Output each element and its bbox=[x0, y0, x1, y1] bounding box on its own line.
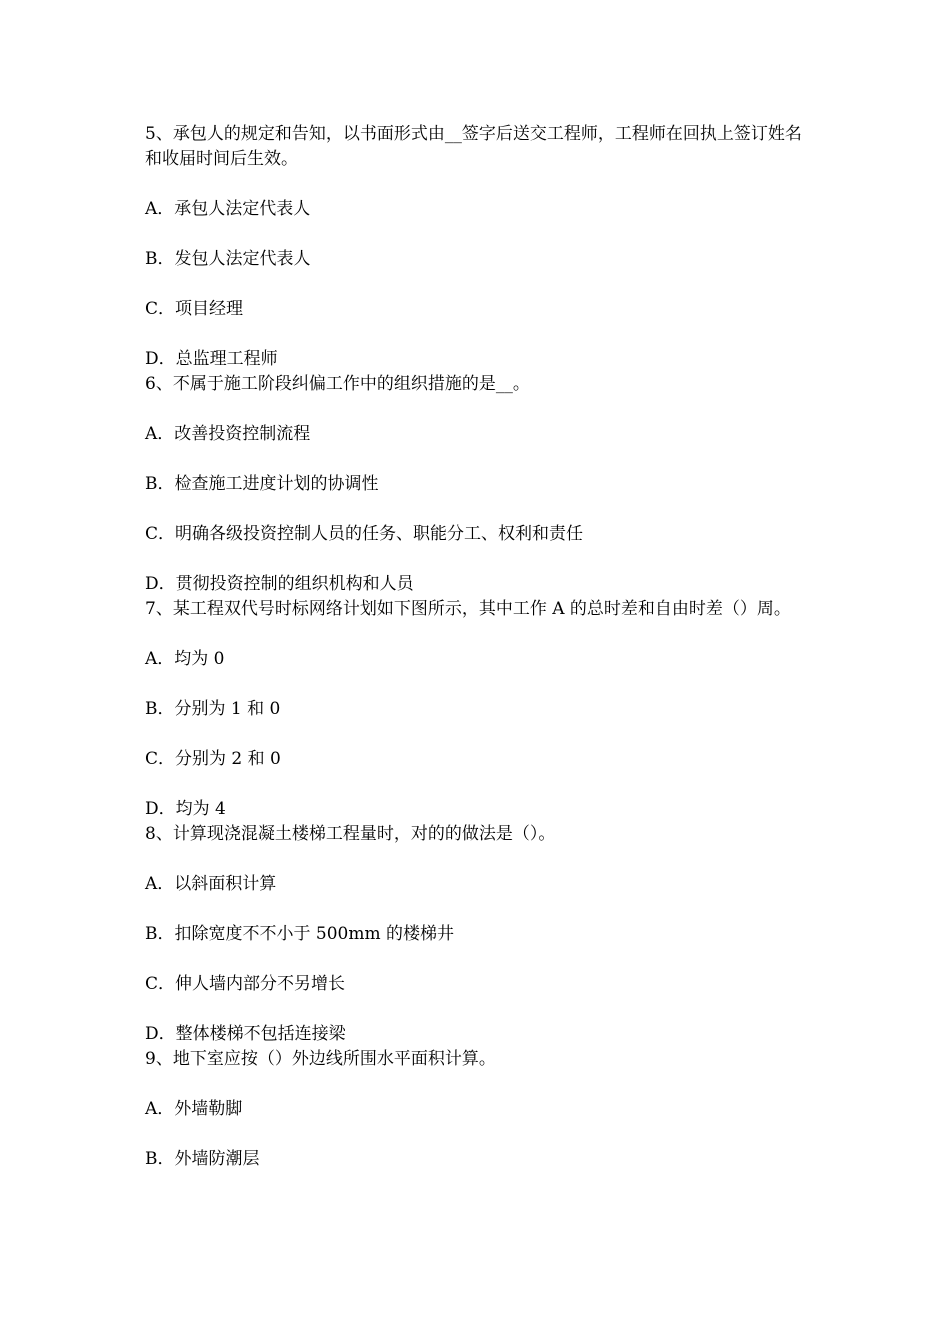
question-stem: 7、某工程双代号时标网络计划如下图所示，其中工作 A 的总时差和自由时差（）周。 bbox=[145, 599, 791, 619]
option-c: C．明确各级投资控制人员的任务、职能分工、权利和责任 bbox=[145, 524, 584, 544]
question-6 bbox=[145, 372, 810, 597]
question-7 bbox=[145, 597, 810, 822]
option-b: B．发包人法定代表人 bbox=[145, 249, 311, 269]
option-d: D．整体楼梯不包括连接梁 bbox=[145, 1024, 346, 1044]
option-d: D．总监理工程师 bbox=[145, 349, 278, 369]
option-c: C．伸人墙内部分不另增长 bbox=[145, 974, 346, 994]
option-a: A．外墙勒脚 bbox=[145, 1099, 243, 1119]
option-a: A．改善投资控制流程 bbox=[145, 424, 311, 444]
option-d: D．均为 4 bbox=[145, 799, 226, 819]
question-9 bbox=[145, 1047, 810, 1172]
option-b: B．扣除宽度不不小于 500mm 的楼梯井 bbox=[145, 924, 454, 944]
option-a: A．承包人法定代表人 bbox=[145, 199, 311, 219]
option-c: C．项目经理 bbox=[145, 299, 244, 319]
question-5 bbox=[145, 122, 810, 372]
question-stem: 5、承包人的规定和告知，以书面形式由__签字后送交工程师，工程师在回执上签订姓名和收届时间后生效。 bbox=[145, 124, 802, 169]
question-stem: 8、计算现浇混凝土楼梯工程量时，对的的做法是（）。 bbox=[145, 824, 556, 844]
question-stem: 9、地下室应按（）外边线所围水平面积计算。 bbox=[145, 1049, 496, 1069]
option-c: C．分别为 2 和 0 bbox=[145, 749, 281, 769]
option-b: B．外墙防潮层 bbox=[145, 1149, 260, 1169]
option-a: A．以斜面积计算 bbox=[145, 874, 277, 894]
document-page bbox=[145, 122, 810, 1172]
option-a: A．均为 0 bbox=[145, 649, 225, 669]
option-b: B．检查施工进度计划的协调性 bbox=[145, 474, 379, 494]
option-d: D．贯彻投资控制的组织机构和人员 bbox=[145, 574, 414, 594]
option-b: B．分别为 1 和 0 bbox=[145, 699, 281, 719]
question-stem: 6、不属于施工阶段纠偏工作中的组织措施的是__。 bbox=[145, 374, 530, 394]
question-8 bbox=[145, 822, 810, 1047]
